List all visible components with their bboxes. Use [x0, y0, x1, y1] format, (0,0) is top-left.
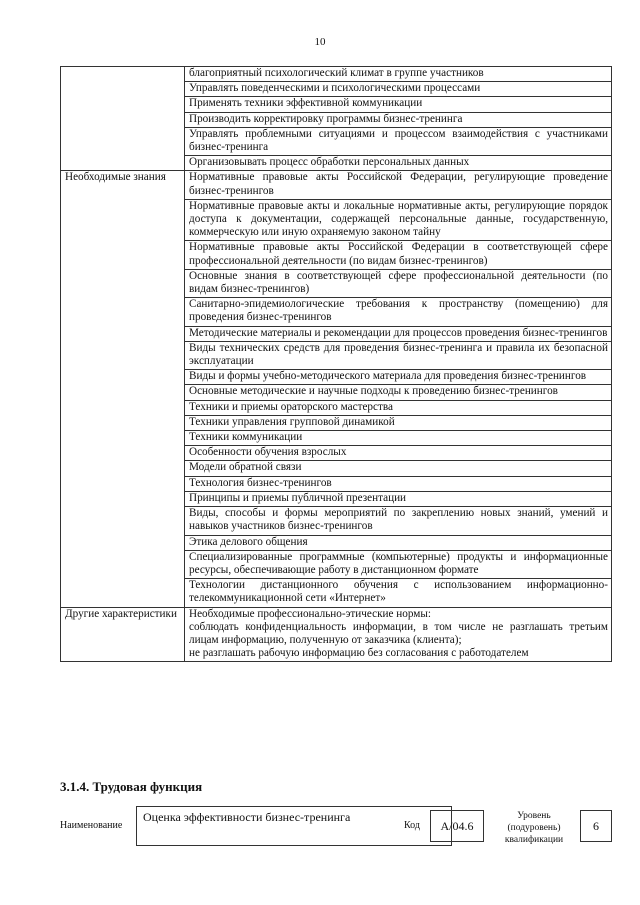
- skill-item: Управлять проблемными ситуациями и процессом взаимодействия с участниками бизнес-тренинга: [185, 127, 612, 155]
- table-row: [61, 607, 612, 662]
- other-characteristics-line: не разглашать рабочую информацию без согласования с работодателем: [189, 647, 529, 660]
- knowledge-item: Модели обратной связи: [185, 461, 612, 476]
- knowledge-item: Техники управления групповой динамикой: [185, 415, 612, 430]
- level-label-line: Уровень: [517, 811, 551, 821]
- page-number: 10: [314, 36, 326, 48]
- knowledge-item: Основные знания в соответствующей сфере профессиональной деятельности (по видам бизнес-тренингов): [185, 269, 612, 297]
- knowledge-item: Методические материалы и рекомендации для процессов проведения бизнес-тренингов: [185, 326, 612, 341]
- section-title: 3.1.4. Трудовая функция: [60, 779, 203, 794]
- knowledge-item: Нормативные правовые акты и локальные нормативные акты, регулирующие порядок доступа к документации, содержащей персональные данные, государственную, коммерческую или иную охраняемую законом тайну: [185, 199, 612, 241]
- knowledge-item: Технология бизнес-тренингов: [185, 476, 612, 491]
- knowledge-item: Особенности обучения взрослых: [185, 446, 612, 461]
- knowledge-item: Специализированные программные (компьютерные) продукты и информационные ресурсы, обеспечивающие работу в дистанционном формате: [185, 550, 612, 578]
- code-label: Код: [404, 820, 420, 831]
- skills-label-cell: [61, 67, 185, 171]
- knowledge-item: Нормативные правовые акты Российской Федерации, регулирующие проведение бизнес-тренингов: [185, 171, 612, 199]
- knowledge-item: Виды и формы учебно-методического материала для проведения бизнес-тренингов: [185, 370, 612, 385]
- qualification-level-label: [494, 810, 574, 846]
- other-characteristics-content: [185, 607, 612, 662]
- knowledge-item: Технологии дистанционного обучения с использованием информационно-телекоммуникационной сети «Интернет»: [185, 579, 612, 607]
- knowledge-item: Принципы и приемы публичной презентации: [185, 491, 612, 506]
- level-label-line: квалификации: [504, 835, 564, 845]
- function-name-field: Оценка эффективности бизнес-тренинга: [136, 806, 452, 846]
- knowledge-item: Нормативные правовые акты Российской Федерации в соответствующей сфере профессиональной деятельности (по видам бизнес-тренингов): [185, 241, 612, 269]
- knowledge-item: Санитарно-эпидемиологические требования к пространству (помещению) для проведения бизнес-тренингов: [185, 298, 612, 326]
- knowledge-item: Техники и приемы ораторского мастерства: [185, 400, 612, 415]
- table-row: [61, 67, 612, 82]
- labor-function-header: [60, 806, 620, 856]
- other-characteristics-label: Другие характеристики: [61, 607, 185, 662]
- skill-item: благоприятный психологический климат в группе участников: [185, 67, 612, 82]
- requirements-table: [60, 66, 612, 662]
- other-characteristics-line: соблюдать конфиденциальность информации, в том числе не разглашать третьим лицам информацию, полученную от заказчика (клиента);: [189, 620, 608, 646]
- level-label-line: (подуровень): [507, 823, 561, 833]
- knowledge-item: Виды, способы и формы мероприятий по закреплению новых знаний, умений и навыков участников бизнес-тренингов: [185, 507, 612, 535]
- table-row: [61, 171, 612, 199]
- knowledge-item: Виды технических средств для проведения бизнес-тренинга и правила их безопасной эксплуатации: [185, 341, 612, 369]
- skill-item: Производить корректировку программы бизнес-тренинга: [185, 112, 612, 127]
- knowledge-label: Необходимые знания: [61, 171, 185, 607]
- other-characteristics-line: Необходимые профессионально-этические нормы:: [189, 607, 432, 620]
- knowledge-item: Этика делового общения: [185, 535, 612, 550]
- knowledge-item: Техники коммуникации: [185, 431, 612, 446]
- skill-item: Организовывать процесс обработки персональных данных: [185, 156, 612, 171]
- name-label: Наименование: [60, 820, 123, 831]
- knowledge-item: Основные методические и научные подходы к проведению бизнес-тренингов: [185, 385, 612, 400]
- skill-item: Управлять поведенческими и психологическими процессами: [185, 82, 612, 97]
- qualification-level-field: 6: [580, 810, 612, 842]
- function-code-field: А/04.6: [430, 810, 484, 842]
- skill-item: Применять техники эффективной коммуникации: [185, 97, 612, 112]
